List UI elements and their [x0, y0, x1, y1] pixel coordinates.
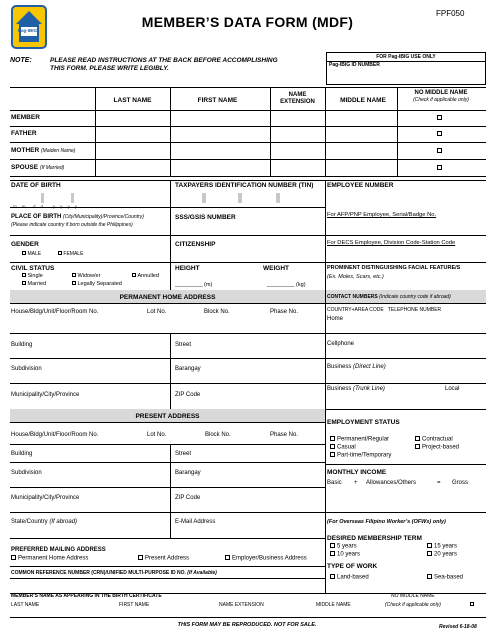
note-line1: PLEASE READ INSTRUCTIONS AT THE BACK BEFORE ACCOMPLISHING [50, 57, 278, 64]
income-plus: + [354, 480, 358, 486]
perm-street-label: Street [175, 342, 192, 348]
income-equals: = [437, 480, 441, 486]
gender-label: GENDER [11, 241, 39, 248]
pres-block-label: Block No. [205, 432, 231, 438]
contact-local-label: Local [445, 386, 460, 392]
tin-boxes[interactable] [172, 193, 322, 203]
birth-cert-label: MEMBER’S NAME AS APPEARING IN THE BIRTH CERTIFICATE [11, 593, 162, 599]
note-line2: THIS FORM. PLEASE WRITE LEGIBLY. [50, 65, 169, 72]
term-10[interactable]: 10 years [330, 551, 360, 559]
civil-single[interactable]: Single [22, 273, 43, 280]
work-land[interactable]: Land-based [330, 574, 369, 582]
revised-date: Revised 6-18-08 [439, 624, 477, 630]
civil-married[interactable]: Married [22, 281, 46, 288]
monthly-income-label: MONTHLY INCOME [327, 469, 387, 476]
sss-gsis-label: SSS/GSIS NUMBER [175, 214, 236, 221]
col-middle-name: MIDDLE NAME [340, 97, 386, 104]
perm-subdivision-label: Subdivision [11, 366, 42, 372]
member-no-middle-checkbox[interactable] [437, 115, 442, 120]
col-last-name: LAST NAME [113, 97, 152, 104]
land-based-checkbox[interactable] [330, 574, 335, 579]
mother-no-middle-checkbox[interactable] [437, 148, 442, 153]
contacts-header: CONTACT NUMBERS (Indicate country code if abroad) [327, 294, 451, 300]
work-sea[interactable]: Sea-based [427, 574, 463, 582]
bc-no-middle-checkbox[interactable] [470, 602, 474, 606]
employment-status-label: EMPLOYMENT STATUS [327, 419, 400, 426]
pres-email-label: E-Mail Address [175, 519, 216, 525]
pres-building-label: Building [11, 451, 33, 457]
decs-note: For DECS Employee, Division Code-Station Code [327, 240, 456, 246]
employee-number-label: EMPLOYEE NUMBER [327, 182, 394, 189]
perm-municipality-label: Municipality/City/Province [11, 392, 80, 398]
emp-contractual[interactable]: Contractual [415, 436, 453, 444]
bc-no-middle: NO MIDDLE NAME [391, 593, 435, 599]
permanent-address-header: PERMANENT HOME ADDRESS [119, 294, 216, 301]
pres-barangay-label: Barangay [175, 470, 201, 476]
single-checkbox[interactable] [22, 273, 26, 277]
row-mother: MOTHER (Maiden Name) [11, 147, 76, 154]
pag-ibig-logo [11, 5, 47, 49]
contact-home-label: Home [327, 316, 344, 322]
emp-permanent[interactable]: Permanent/Regular [330, 436, 389, 444]
bc-middle-name: MIDDLE NAME [316, 602, 351, 608]
row-spouse: SPOUSE (If Married) [11, 164, 65, 171]
perm-barangay-label: Barangay [175, 366, 201, 372]
civil-annulled[interactable]: Annulled [132, 273, 159, 280]
pres-zip-label: ZIP Code [175, 495, 201, 501]
casual-checkbox[interactable] [330, 444, 335, 449]
weight-label: WEIGHT [263, 265, 289, 272]
citizenship-label: CITIZENSHIP [175, 241, 216, 248]
tin-label: TAXPAYERS IDENTIFICATION NUMBER (TIN) [175, 182, 314, 189]
perm-zip-label: ZIP Code [175, 392, 201, 398]
civil-separated[interactable]: Legally Separated [72, 281, 122, 288]
annulled-checkbox[interactable] [132, 273, 136, 277]
perm-building-label: Building [11, 342, 33, 348]
emp-casual[interactable]: Casual [330, 444, 356, 452]
project-based-checkbox[interactable] [415, 444, 420, 449]
crn-label: COMMON REFERENCE NUMBER (CRN)/UNIFIED MULTI-PURPOSE ID NO. (If Available) [11, 570, 217, 576]
pob-note: (Please indicate country if born outside the Philippines) [11, 222, 133, 228]
term-20-checkbox[interactable] [427, 551, 432, 556]
bc-no-middle-note: (Check if applicable only) [385, 602, 441, 608]
term-15[interactable]: 15 years [427, 543, 457, 551]
perm-phase-label: Phase No. [270, 309, 299, 315]
income-gross: Gross [452, 480, 469, 486]
contact-cellphone-label: Cellphone [327, 341, 355, 347]
col-first-name: FIRST NAME [197, 97, 238, 104]
mail-present-checkbox[interactable] [138, 555, 143, 560]
pres-phase-label: Phase No. [270, 432, 299, 438]
dob-label: DATE OF BIRTH [11, 182, 61, 189]
civil-status-label: CIVIL STATUS [11, 265, 55, 272]
membership-term-label: DESIRED MEMBERSHIP TERM [327, 535, 422, 542]
contact-business-trunk: Business (Trunk Line) [327, 386, 385, 392]
emp-parttime[interactable]: Part-time/Temporary [330, 452, 391, 460]
form-code: FPF050 [436, 9, 465, 18]
type-of-work-label: TYPE OF WORK [327, 563, 378, 570]
facial-features-example: (Ex. Moles, Scars, etc.) [327, 274, 384, 280]
afp-pnp-note: For AFP/PNP Employee, Serial/Badge No. [327, 212, 437, 218]
mailing-address-label: PREFERRED MAILING ADDRESS [11, 547, 106, 553]
income-basic: Basic [327, 480, 342, 486]
pres-state-label: State/Country (If abroad) [11, 519, 78, 525]
contacts-columns: COUNTRY+AREA CODE TELEPHONE NUMBER [327, 307, 442, 313]
bc-name-ext: NAME EXTENSION [219, 602, 264, 608]
col-name-extension: NAME EXTENSION [280, 92, 315, 105]
father-no-middle-checkbox[interactable] [437, 131, 442, 136]
row-member: MEMBER [11, 114, 40, 121]
bc-last-name: LAST NAME [11, 602, 40, 608]
male-checkbox[interactable] [22, 251, 26, 255]
sea-based-checkbox[interactable] [427, 574, 432, 579]
mail-employer-checkbox[interactable] [225, 555, 230, 560]
note-label: NOTE: [10, 57, 32, 64]
pres-subdivision-label: Subdivision [11, 470, 42, 476]
pob-label: PLACE OF BIRTH (City/Municipality)/Province/Country) [11, 214, 144, 220]
term-5[interactable]: 5 years [330, 543, 357, 551]
parttime-checkbox[interactable] [330, 452, 335, 457]
emp-project[interactable]: Project-based [415, 444, 459, 452]
official-use-header: FOR Pag-IBIG USE ONLY [376, 54, 436, 60]
height-label: HEIGHT [175, 265, 200, 272]
ofw-note: (For Overseas Filipino Worker’s (OFWs) only) [327, 519, 446, 525]
dob-placeholder: m m d d y y y y [13, 204, 78, 209]
mail-employer[interactable]: Employer/Business Address [225, 555, 307, 563]
height-unit: _________ (m) [175, 282, 213, 288]
pagibig-id-label: Pag-IBIG ID NUMBER [329, 62, 380, 68]
contractual-checkbox[interactable] [415, 436, 420, 441]
row-father: FATHER [11, 130, 37, 137]
present-address-header: PRESENT ADDRESS [135, 413, 200, 420]
pres-lot-label: Lot No. [147, 432, 167, 438]
mail-home[interactable]: Permanent Home Address [11, 555, 88, 563]
reproduce-note: THIS FORM MAY BE REPRODUCED. NOT FOR SALE. [177, 622, 317, 628]
widowed-checkbox[interactable] [72, 273, 76, 277]
form-title: MEMBER’S DATA FORM (MDF) [141, 14, 354, 30]
perm-house-label: House/Bldg/Unit/Floor/Room No. [11, 309, 99, 315]
logo-text: Pag-IBIG [18, 28, 38, 33]
pag-ibig-house-logo-icon [11, 5, 47, 49]
pres-street-label: Street [175, 451, 192, 457]
dob-boxes[interactable] [10, 193, 170, 203]
mail-home-checkbox[interactable] [11, 555, 16, 560]
income-allowances: Allowances/Others [366, 480, 417, 486]
married-checkbox[interactable] [22, 281, 26, 285]
official-use-box [326, 52, 486, 85]
weight-unit: _________ (kg) [267, 282, 306, 288]
gender-options[interactable]: MALE FEMALE [22, 251, 83, 257]
perm-lot-label: Lot No. [147, 309, 167, 315]
spouse-no-middle-checkbox[interactable] [437, 165, 442, 170]
term-20[interactable]: 20 years [427, 551, 457, 559]
term-5-checkbox[interactable] [330, 543, 335, 548]
pres-house-label: House/Bldg/Unit/Floor/Room No. [11, 432, 99, 438]
bc-first-name: FIRST NAME [119, 602, 150, 608]
civil-widowed[interactable]: Widow/er [72, 273, 100, 280]
perm-block-label: Block No. [204, 309, 230, 315]
col-no-middle-name: NO MIDDLE NAME (Check if applicable only) [413, 90, 469, 103]
female-checkbox[interactable] [58, 251, 62, 255]
crn-boxes[interactable] [10, 578, 325, 593]
pres-municipality-label: Municipality/City/Province [11, 495, 80, 501]
separated-checkbox[interactable] [72, 281, 76, 285]
term-15-checkbox[interactable] [427, 543, 432, 548]
contact-business-direct: Business (Direct Line) [327, 364, 386, 370]
mail-present[interactable]: Present Address [138, 555, 189, 563]
facial-features-label: PROMINENT DISTINGUISHING FACIAL FEATURE/S [327, 265, 461, 271]
term-10-checkbox[interactable] [330, 551, 335, 556]
permanent-checkbox[interactable] [330, 436, 335, 441]
